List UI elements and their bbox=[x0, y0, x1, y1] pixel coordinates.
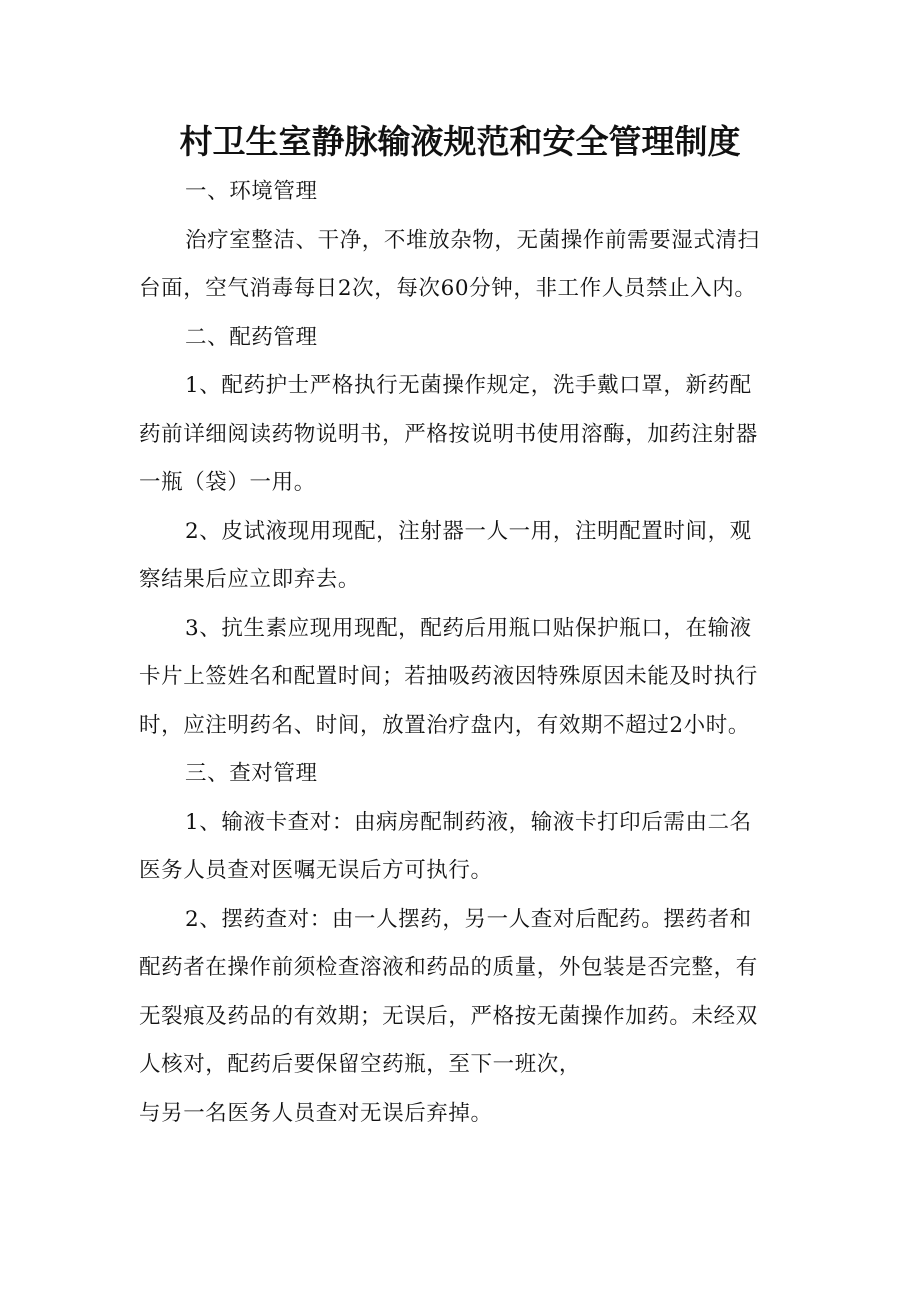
section-heading bbox=[139, 750, 787, 799]
paragraph-line: 治疗室整洁、干净，不堆放杂物，无菌操作前需要湿式清扫 bbox=[185, 227, 760, 253]
paragraph bbox=[139, 799, 787, 896]
paragraph-line: 2、摆药查对：由一人摆药，另一人查对后配药。摆药者和 bbox=[185, 906, 752, 932]
paragraph-line: 1、配药护士严格执行无菌操作规定，洗手戴口罩，新药配 bbox=[185, 373, 752, 398]
document-body bbox=[139, 168, 787, 1138]
paragraph-line: 3、抗生素应现用现配，配药后用瓶口贴保护瓶口，在输液 bbox=[185, 615, 752, 641]
paragraph bbox=[139, 605, 787, 751]
paragraph-line: 配药者在操作前须检查溶液和药品的质量，外包装是否完整，有 bbox=[139, 955, 758, 980]
paragraph-line: 医务人员查对医嘱无误后方可执行。 bbox=[139, 858, 493, 883]
paragraph-line: 时，应注明药名、时间，放置治疗盘内，有效期不超过2小时。 bbox=[139, 712, 750, 738]
paragraph-line: 药前详细阅读药物说明书，严格按说明书使用溶酶，加药注射器 bbox=[139, 421, 758, 447]
paragraph bbox=[139, 508, 787, 605]
paragraph-line: 2、皮试液现用现配，注射器一人一用，注明配置时间，观 bbox=[185, 518, 752, 544]
paragraph-line: 一瓶（袋）一用。 bbox=[139, 470, 316, 495]
paragraph-line: 卡片上签姓名和配置时间；若抽吸药液因特殊原因未能及时执行 bbox=[139, 664, 758, 689]
section-heading bbox=[139, 314, 787, 363]
paragraph bbox=[139, 362, 787, 508]
paragraph-continuation bbox=[139, 1090, 787, 1139]
paragraph-line: 台面，空气消毒每日2次，每次60分钟，非工作人员禁止入内。 bbox=[139, 276, 757, 301]
paragraph-line: 人核对，配药后要保留空药瓶，至下一班次， bbox=[139, 1052, 582, 1077]
paragraph-line: 与另一名医务人员查对无误后弃掉。 bbox=[139, 1100, 493, 1126]
paragraph-line: 无裂痕及药品的有效期；无误后，严格按无菌操作加药。未经双 bbox=[139, 1003, 758, 1029]
section-heading bbox=[139, 168, 787, 217]
paragraph bbox=[139, 896, 787, 1090]
paragraph-line: 察结果后应立即弃去。 bbox=[139, 567, 361, 592]
document-title: 村卫生室静脉输液规范和安全管理制度 bbox=[179, 122, 741, 161]
section-heading-text: 二、配药管理 bbox=[185, 324, 318, 350]
paragraph bbox=[139, 217, 787, 314]
section-heading-text: 三、查对管理 bbox=[185, 761, 318, 786]
section-heading-text: 一、环境管理 bbox=[185, 179, 318, 204]
paragraph-line: 1、输液卡查对：由病房配制药液，输液卡打印后需由二名 bbox=[185, 809, 752, 835]
